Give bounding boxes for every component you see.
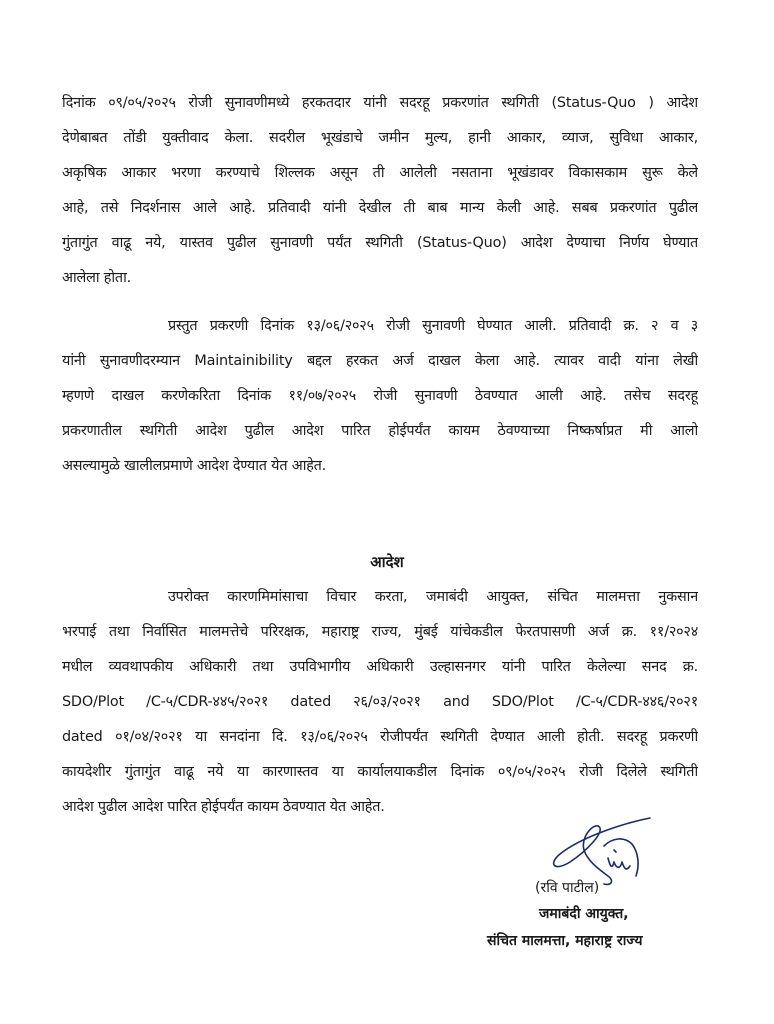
text-line: आलेला होता.: [62, 270, 131, 286]
text-line: अकृषिक आकार भरणा करण्याचे शिल्लक असून ती आलेली नसताना भूखंडावर विकासकाम सुरू केले: [62, 165, 698, 181]
signatory-name: (रवि पाटील): [535, 880, 600, 896]
text-line: प्रकरणातील स्थगिती आदेश पुढील आदेश पारित होईपर्यंत कायम ठेवण्याच्या निष्कर्षाप्रत मी आलो: [62, 423, 698, 439]
signatory-office: संचित मालमत्ता, महाराष्ट्र राज्य: [487, 933, 643, 949]
order-heading: आदेश: [370, 553, 404, 571]
text-line: कायदेशीर गुंतागुंत वाढू नये या कारणास्तव या कार्यालयाकडील दिनांक ०९/०५/२०२५ रोजी दिलेले स्थगिती: [62, 764, 698, 780]
text-line: देणेबाबत तोंडी युक्तीवाद केला. सदरील भूखंडाचे जमीन मुल्य, हानी आकार, व्याज, सुविधा आकार,: [62, 130, 698, 146]
text-line: गुंतागुंत वाढू नये, यास्तव पुढील सुनावणी पर्यंत स्थगिती (Status-Quo) आदेश देण्याचा निर्णय घेण्यात: [62, 235, 698, 251]
text-line: यांनी सुनावणीदरम्यान Maintainibility बद्दल हरकत अर्ज दाखल केला आहे. त्यावर वादी यांना लेखी: [62, 353, 698, 369]
signatory-designation: जमाबंदी आयुक्त,: [539, 906, 629, 922]
text-line: दिनांक ०९/०५/२०२५ रोजी सुनावणीमध्ये हरकतदार यांनी सदरहू प्रकरणांत स्थगिती (Status-Quo ) आदेश: [62, 95, 698, 111]
text-line: आदेश पुढील आदेश पारित होईपर्यंत कायम ठेवण्यात येत आहेत.: [62, 799, 385, 815]
handwritten-signature: [540, 810, 660, 890]
text-line: भरपाई तथा निर्वासित मालमत्तेचे परिरक्षक, महाराष्ट्र राज्य, मुंबई यांचेकडील फेरतपासणी अर्ज क्र. ११/२०२४: [62, 624, 698, 640]
text-line: प्रस्तुत प्रकरणी दिनांक १३/०६/२०२५ रोजी सुनावणी घेण्यात आली. प्रतिवादी क्र. २ व ३: [168, 318, 698, 334]
text-line: उपरोक्त कारणमिमांसाचा विचार करता, जमाबंदी आयुक्त, संचित मालमत्ता नुकसान: [168, 589, 698, 605]
text-line: म्हणणे दाखल करणेकरिता दिनांक ११/०७/२०२५ रोजी सुनावणी ठेवण्यात आली आहे. तसेच सदरहू: [62, 388, 698, 404]
text-line: dated ०१/०४/२०२१ या सनदांना दि. १३/०६/२०२५ रोजीपर्यंत स्थगिती देण्यात आली होती. सदरहू प्रकरणी: [62, 729, 698, 745]
text-line: आहे, तसे निदर्शनास आले आहे. प्रतिवादी यांनी देखील ती बाब मान्य केली आहे. सबब प्रकरणांत पुढील: [62, 200, 698, 216]
text-line: SDO/Plot /C-५/CDR-४४५/२०२१ dated २६/०३/२०२१ and SDO/Plot /C-५/CDR-४४६/२०२१: [62, 694, 698, 710]
text-line: असल्यामुळे खालीलप्रमाणे आदेश देण्यात येत आहेत.: [62, 458, 327, 474]
text-line: मधील व्यवथापकीय अधिकारी तथा उपविभागीय अधिकारी उल्हासनगर यांनी पारित केलेल्या सनद क्र.: [62, 659, 698, 675]
